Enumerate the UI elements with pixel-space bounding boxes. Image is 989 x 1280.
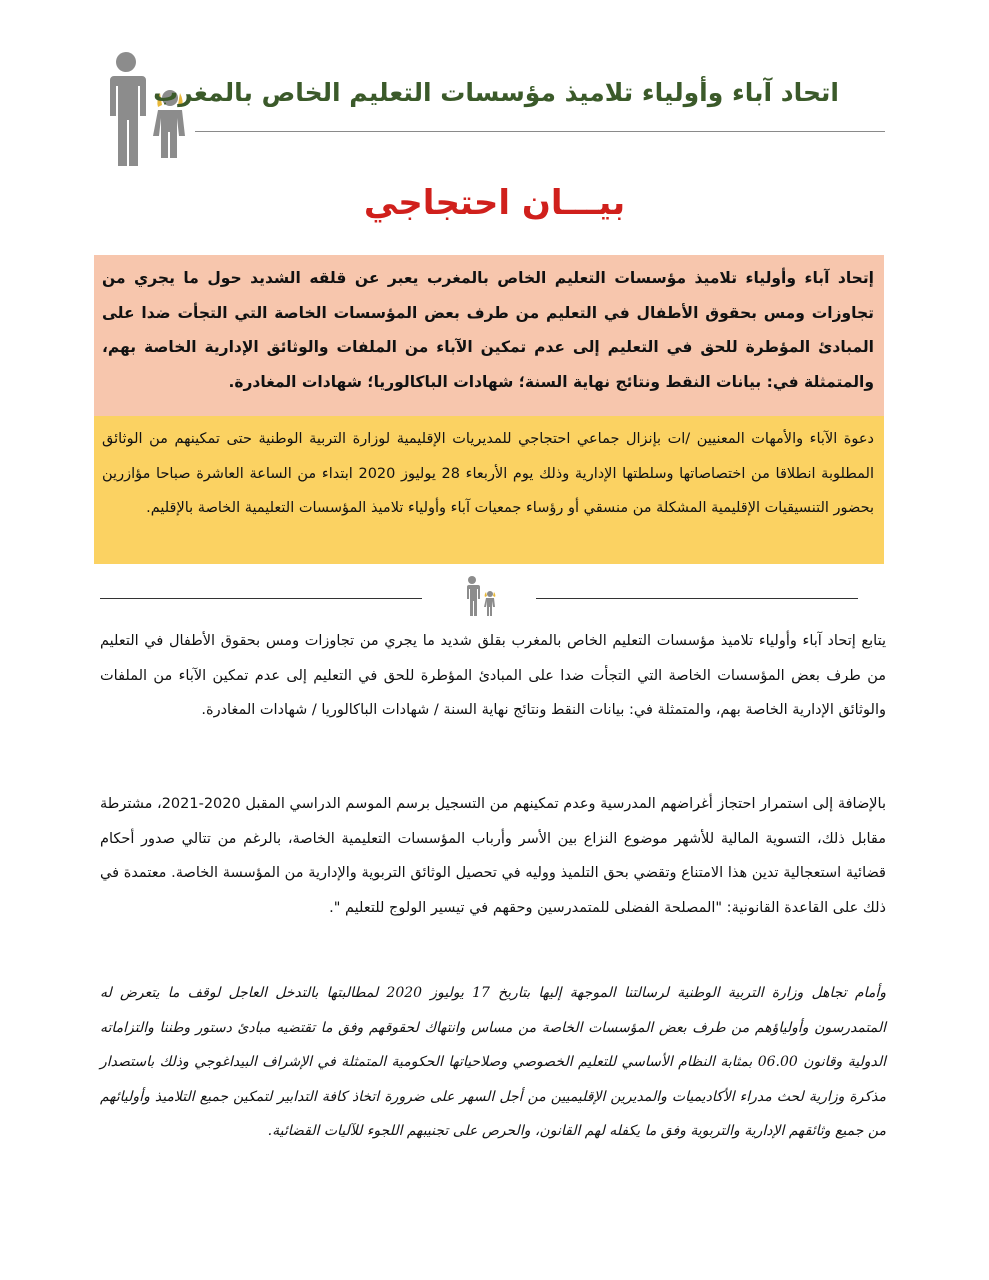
parent-child-small-icon xyxy=(462,575,500,617)
statement-title: بيـــان احتجاجي xyxy=(363,183,626,223)
parent-child-icon xyxy=(100,48,200,170)
call-text: دعوة الآباء والأمهات المعنيين /ات بإنزال جماعي احتجاجي للمديريات الإقليمية لوزارة التربية الوطنية حتى تمكينهم من الوثائق المطلوبة انطلاقا من اختصاصاتها وسلطتها الإدارية وذلك يوم الأربعاء 28 يوليوز 2020 ابتداء من الساعة العاشرة صباحا مؤازرين بحضور التنسيقيات الإقليمية المشكلة من منسقي أو رؤساء جمعيات آباء وأولياء تلاميذ المؤسسات التعليمية الخاصة بالإقليم. xyxy=(102,431,875,516)
section-divider-left xyxy=(100,598,422,599)
organization-title: اتحاد آباء وأولياء تلاميذ مؤسسات التعليم الخاص بالمغرب xyxy=(153,78,839,107)
body-paragraph-3: وأمام تجاهل وزارة التربية الوطنية لرسالتنا الموجهة إليها بتاريخ 17 يوليوز 2020 لمطالبتها بالتدخل العاجل لوقف ما يتعرض له المتمدرسون وأولياؤهم من طرف بعض المؤسسات الخاصة من مساس وانتهاك لحقوقهم وفق ما تقتضيه مبادئ دستور وطننا والتزاماته الدولية وقانون 06.00 بمثابة النظام الأساسي للتعليم الخصوصي وصلاحياتها الحكومية المتمثلة في الإشراف البيداغوجي وذلك باستصدار مذكرة وزارية لحث مدراء الأكاديميات والمديرين الإقليميين من أجل السهر على ضرورة اتخاذ كافة التدابير لتمكين جميع التلاميذ وأوليائهم من جميع وثائقهم الإدارية والتربوية وفق ما يكفله لهم القانون، والحرص على تجنيبهم اللجوء للآليات القضائية. xyxy=(100,985,886,1139)
body-paragraph-2: بالإضافة إلى استمرار احتجاز أغراضهم المدرسية وعدم تمكينهم من التسجيل برسم الموسم الدراسي المقبل 2020-2021، مشترطة مقابل ذلك، التسوية المالية للأشهر موضوع النزاع بين الأسر وأرباب المؤسسات التعليمية الخاصة، بالرغم من تتالي صدور أحكام قضائية استعجالية تدين هذا الامتناع وتقضي بحق التلميذ ووليه في تحصيل الوثائق التربوية والإدارية من المؤسسة الخاصة. معتمدة في ذلك على القاعدة القانونية: "المصلحة الفضلى للمتمدرسين وحقهم في تيسير الولوج للتعليم ". xyxy=(100,796,886,916)
body-paragraph-1: يتابع إتحاد آباء وأولياء تلاميذ مؤسسات التعليم الخاص بالمغرب بقلق شديد ما يجري من تجاوزات ومس بحقوق الأطفال في التعليم من طرف بعض المؤسسات الخاصة التي التجأت ضدا على المبادئ المؤطرة للحق في التعليم إلى عدم تمكين الآباء من الملفات والوثائق الإدارية الخاصة بهم، والمتمثلة في: بيانات النقط ونتائج نهاية السنة / شهادات الباكالوريا / شهادات المغادرة. xyxy=(100,633,886,718)
intro-text: إتحاد آباء وأولياء تلاميذ مؤسسات التعليم الخاص بالمغرب يعبر عن قلقه الشديد حول ما يجري من تجاوزات ومس بحقوق الأطفال في التعليم من طرف بعض المؤسسات الخاصة التي التجأت ضدا على المبادئ المؤطرة للحق في التعليم إلى عدم تمكين الآباء من الملفات والوثائق الإدارية الخاصة بهم، والمتمثلة في: بيانات النقط ونتائج نهاية السنة؛ شهادات الباكالوريا؛ شهادات المغادرة. xyxy=(102,269,874,391)
call-to-action-box xyxy=(94,416,884,564)
header-divider xyxy=(195,131,885,132)
intro-highlight-box xyxy=(94,255,884,416)
section-divider-right xyxy=(536,598,858,599)
